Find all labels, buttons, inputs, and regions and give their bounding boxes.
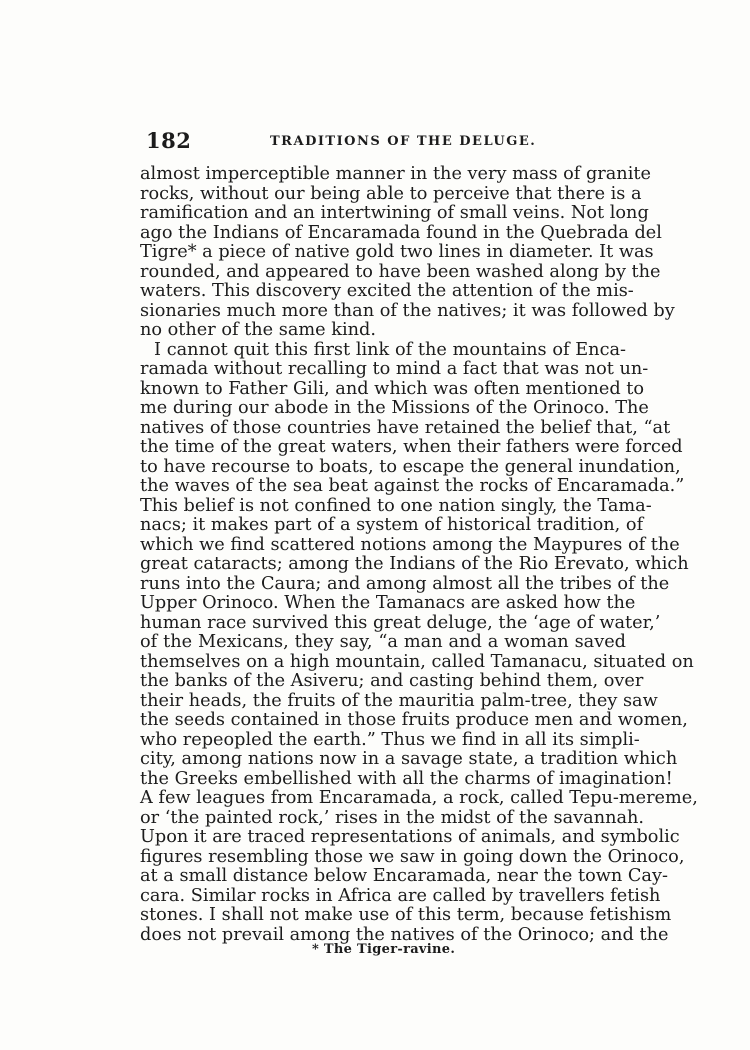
text-line: human race survived this great deluge, the ‘age of water,’: [140, 612, 661, 633]
text-line: sionaries much more than of the natives; it was followed by: [140, 300, 675, 321]
text-line: almost imperceptible manner in the very mass of granite: [140, 164, 651, 184]
text-line: Tigre* a piece of native gold two lines in diameter. It was: [140, 242, 654, 262]
text-line: known to Father Gili, and which was often mentioned to: [140, 378, 645, 399]
text-line: rocks, without our being able to perceive that there is a: [140, 183, 642, 204]
paragraph-end-line: no other of the same kind.: [140, 320, 376, 340]
text-line: at a small distance below Encaramada, near the town Cay-: [140, 866, 668, 886]
text-line: city, among nations now in a savage state, a tradition which: [140, 749, 678, 769]
text-line: cara. Similar rocks in Africa are called by travellers fetish: [140, 885, 661, 906]
text-line: Upon it are traced representations of animals, and symbolic: [140, 827, 680, 847]
text-line: waters. This discovery excited the attention of the mis-: [140, 281, 634, 301]
text-line: does not prevail among the natives of the Orinoco; and the: [140, 924, 669, 945]
body-text: [140, 164, 698, 945]
running-title: TRADITIONS OF THE DELUGE.: [270, 134, 537, 149]
text-line: their heads, the fruits of the mauritia palm-tree, they saw: [140, 690, 658, 711]
text-line: ramada without recalling to mind a fact that was not un-: [140, 359, 649, 379]
text-line: A few leagues from Encaramada, a rock, called Tepu-mereme,: [140, 788, 698, 808]
page-number: 182: [146, 128, 192, 153]
text-line: This belief is not confined to one nation singly, the Tama-: [140, 495, 652, 516]
footnote: * The Tiger-ravine.: [312, 942, 456, 957]
text-line: or ‘the painted rock,’ rises in the midst of the savannah.: [140, 807, 645, 828]
text-line: themselves on a high mountain, called Tamanacu, situated on: [140, 651, 694, 672]
text-line: rounded, and appeared to have been washed along by the: [140, 261, 661, 282]
text-line: stones. I shall not make use of this term, because fetishism: [140, 905, 672, 925]
text-line: the seeds contained in those fruits produce men and women,: [140, 710, 688, 730]
text-line: the time of the great waters, when their fathers were forced: [140, 437, 683, 457]
paragraph-start-line: I cannot quit this first link of the mountains of Enca-: [154, 339, 626, 360]
text-line: to have recourse to boats, to escape the general inundation,: [140, 456, 681, 477]
text-line: figures resembling those we saw in going down the Orinoco,: [140, 846, 685, 867]
page-header: [146, 128, 618, 158]
text-line: runs into the Caura; and among almost all the tribes of the: [140, 573, 670, 594]
text-line: me during our abode in the Missions of the Orinoco. The: [140, 398, 649, 418]
text-line: nacs; it makes part of a system of historical tradition, of: [140, 515, 644, 535]
text-line: the waves of the sea beat against the rocks of Encaramada.”: [140, 476, 685, 496]
text-line: who repeopled the earth.” Thus we find in all its simpli-: [140, 729, 640, 750]
text-line: which we find scattered notions among the Maypures of the: [140, 534, 680, 555]
text-line: ramification and an intertwining of small veins. Not long: [140, 203, 649, 223]
text-line: the Greeks embellished with all the charms of imagination!: [140, 768, 673, 789]
text-line: Upper Orinoco. When the Tamanacs are asked how the: [140, 593, 636, 613]
text-line: ago the Indians of Encaramada found in the Quebrada del: [140, 222, 662, 243]
text-line: natives of those countries have retained the belief that, “at: [140, 417, 671, 438]
text-line: great cataracts; among the Indians of the Rio Erevato, which: [140, 554, 689, 574]
text-line: the banks of the Asiveru; and casting behind them, over: [140, 671, 644, 691]
text-line: of the Mexicans, they say, “a man and a woman saved: [140, 632, 626, 652]
